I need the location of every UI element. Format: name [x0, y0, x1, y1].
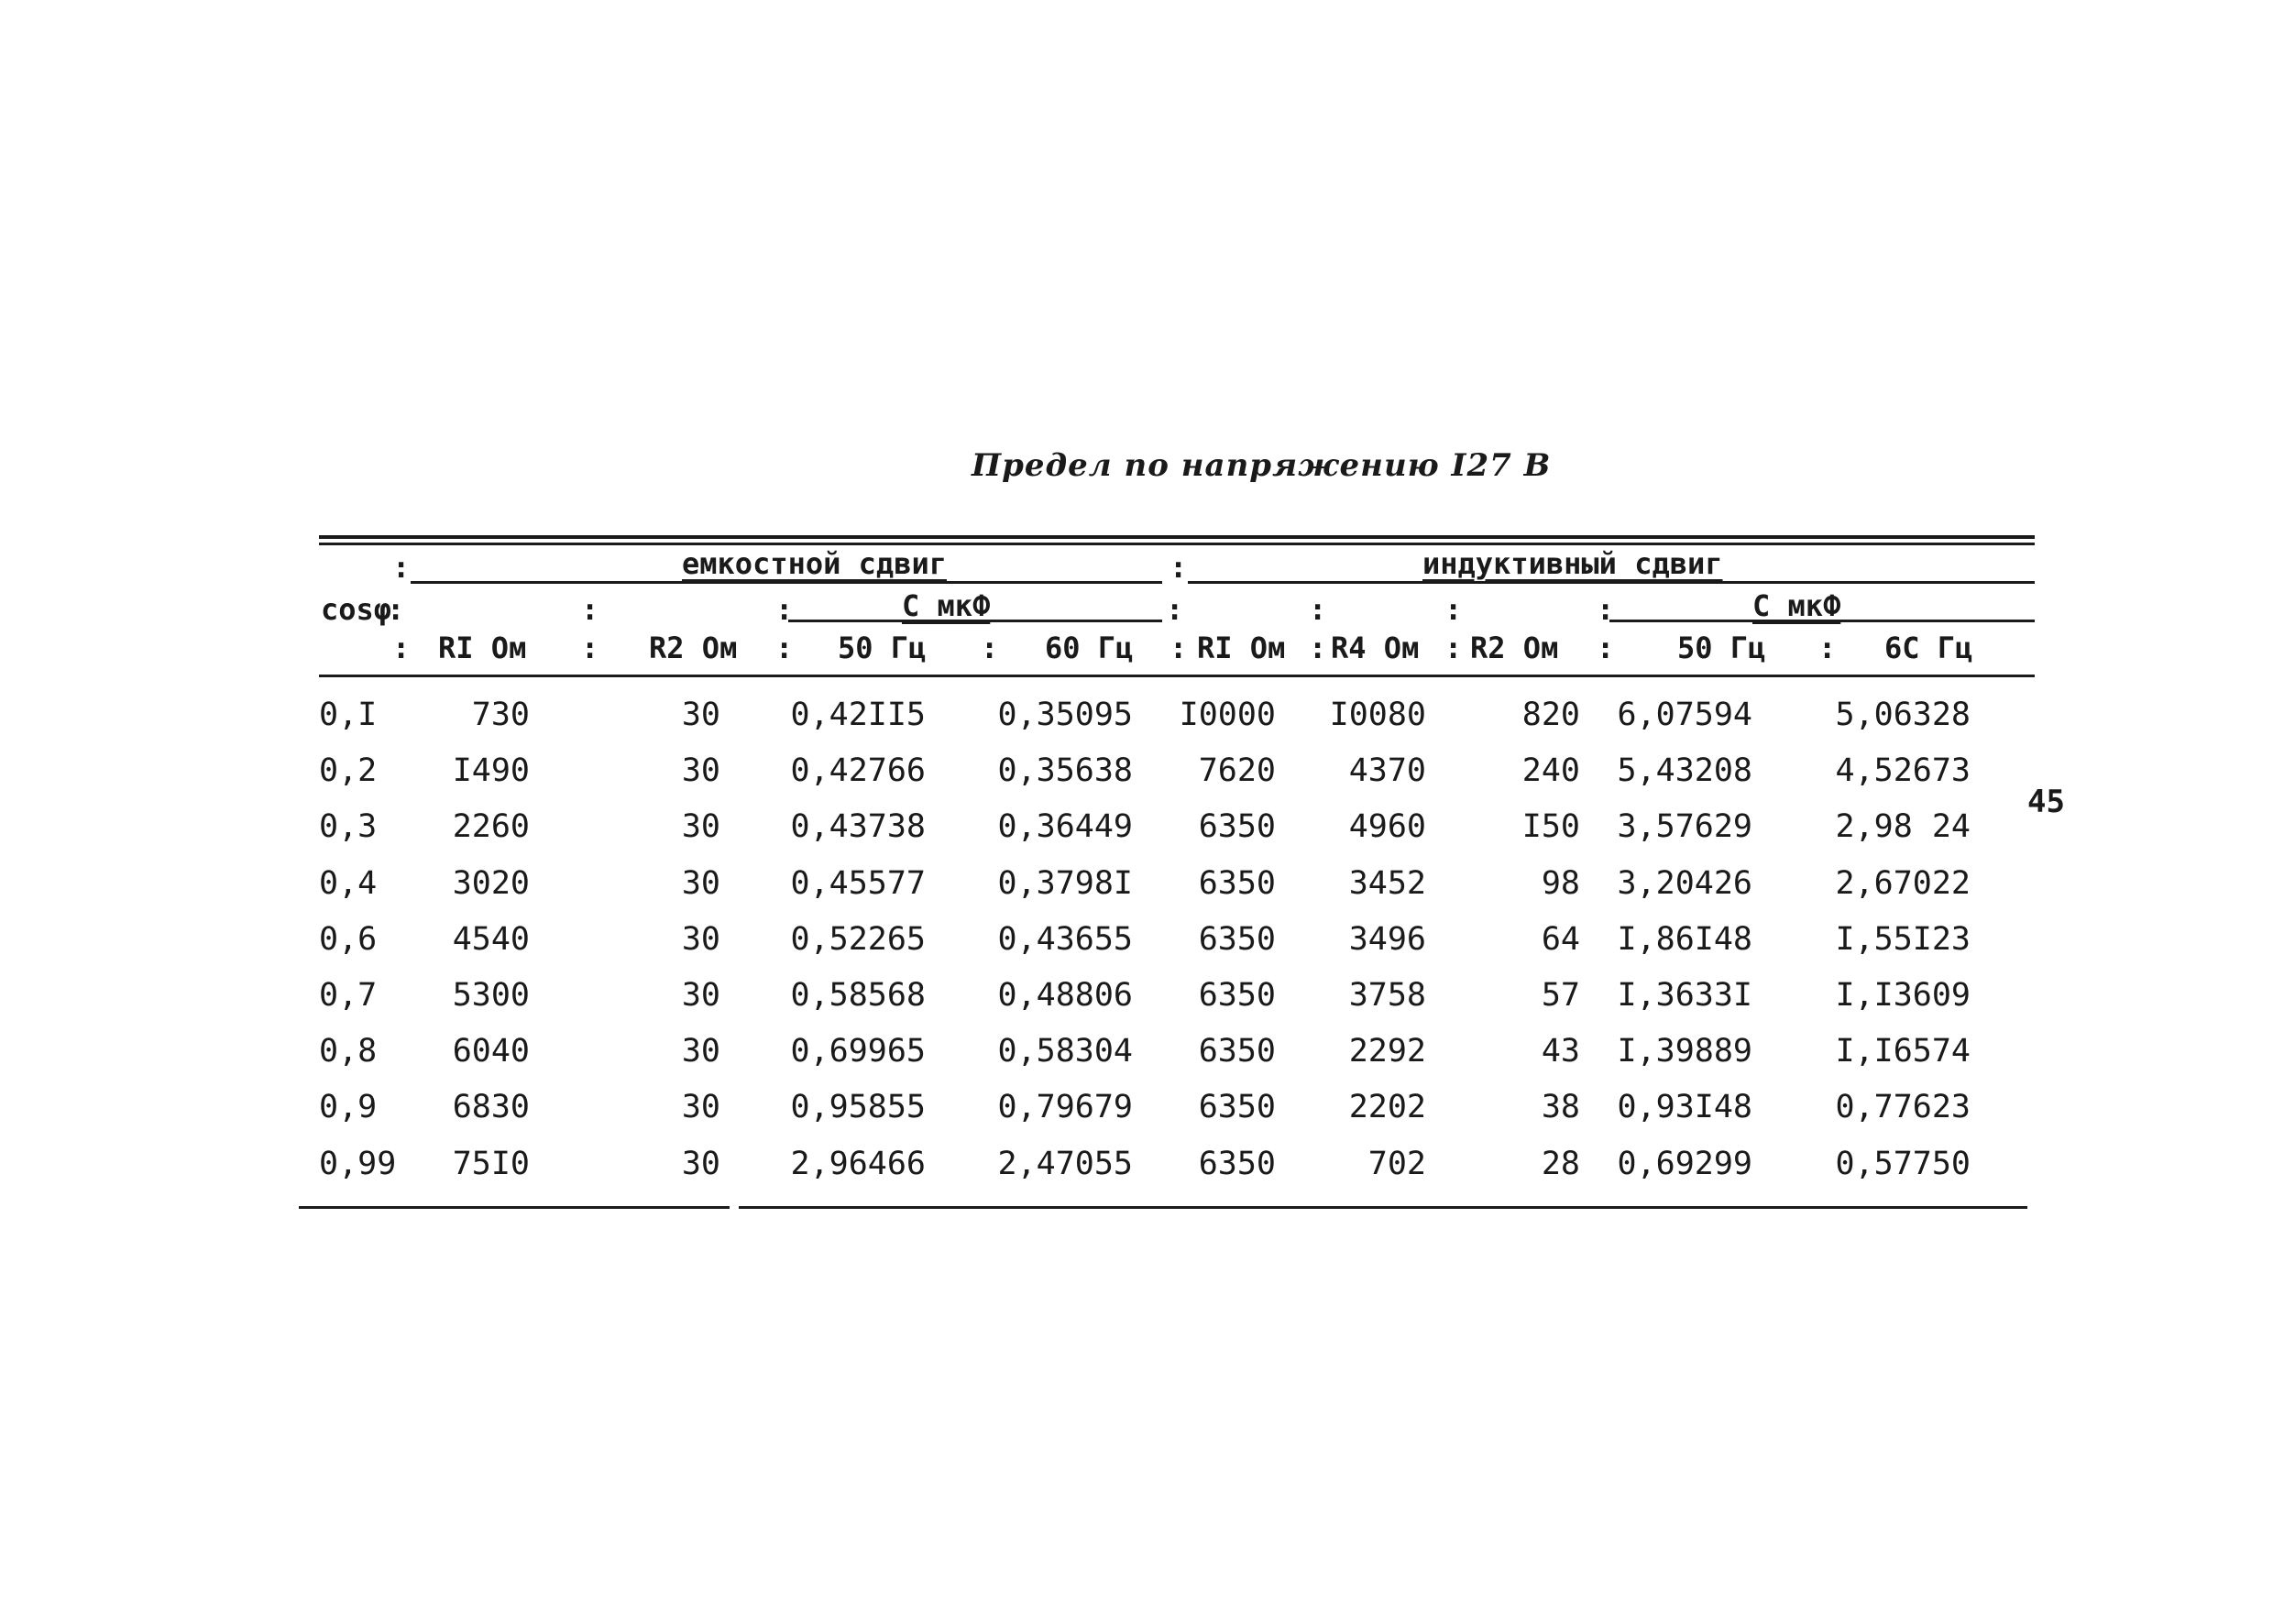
header-bottom-rule [319, 675, 2035, 677]
col-header-r1-ind: RI Ом [1197, 631, 1286, 665]
cell-c60-cap: 0,58304 [997, 1033, 1133, 1070]
cell-c50-cap: 0,45577 [790, 864, 926, 902]
header-colon: : [1597, 592, 1615, 627]
capacitance-label-ind: С мкФ [1752, 588, 1841, 623]
cell-r1-ind: 6350 [1198, 920, 1276, 958]
cell-cos-phi: 0,3 [319, 808, 378, 846]
cell-c60-ind: 0,77623 [1835, 1089, 1971, 1126]
cell-r1-cap: I490 [452, 752, 530, 790]
cell-r1-cap: 75I0 [452, 1145, 530, 1182]
cell-c60-ind: 0,57750 [1835, 1145, 1971, 1182]
cell-r2-cap: 30 [681, 1145, 720, 1182]
cell-r2-cap: 30 [681, 864, 720, 902]
col-header-60hz-cap: 60 Гц [1045, 631, 1134, 665]
cell-c60-ind: 2,67022 [1835, 864, 1971, 902]
cell-r1-ind: 6350 [1198, 1145, 1276, 1182]
header-colon: : [775, 631, 794, 665]
header-colon: : [1166, 592, 1184, 627]
cell-c60-cap: 0,35095 [997, 697, 1133, 733]
cell-c50-cap: 0,42766 [790, 752, 926, 790]
cell-c50-cap: 0,43738 [790, 808, 926, 846]
cell-c60-ind: I,I3609 [1835, 977, 1971, 1014]
cell-c60-cap: 0,48806 [997, 977, 1133, 1014]
group-capacitive-rule [411, 581, 1162, 584]
header-colon: : [581, 631, 599, 665]
header-colon: : [775, 592, 794, 627]
cell-r2-cap: 30 [681, 1033, 720, 1070]
cell-r1-cap: 730 [471, 697, 530, 733]
cell-c60-cap: 2,47055 [997, 1145, 1133, 1182]
cell-r2-cap: 30 [681, 977, 720, 1014]
cell-cos-phi: 0,99 [319, 1145, 397, 1182]
cell-c50-cap: 0,69965 [790, 1033, 926, 1070]
cell-cos-phi: 0,4 [319, 864, 378, 902]
cell-r1-cap: 3020 [452, 864, 530, 902]
group-capacitive-label: емкостной сдвиг [682, 546, 947, 581]
cell-c50-cap: 0,42II5 [790, 697, 926, 733]
cell-r2-cap: 30 [681, 1089, 720, 1126]
header-colon: : [1818, 631, 1837, 665]
cell-r1-cap: 6830 [452, 1089, 530, 1126]
top-rule [319, 535, 2035, 539]
cell-c60-cap: 0,79679 [997, 1089, 1133, 1126]
cell-c50-ind: 6,07594 [1617, 697, 1752, 733]
cell-r4-ind: 4370 [1348, 752, 1426, 790]
cell-r2-ind: 240 [1521, 752, 1580, 790]
cell-c60-ind: 4,52673 [1835, 752, 1971, 790]
cell-c50-cap: 0,58568 [790, 977, 926, 1014]
cell-r1-ind: 6350 [1198, 1089, 1276, 1126]
cell-c50-cap: 2,96466 [790, 1145, 926, 1182]
cell-r2-ind: 98 [1541, 864, 1580, 902]
cell-r4-ind: 2292 [1348, 1033, 1426, 1070]
cell-c60-ind: I,55I23 [1835, 920, 1971, 958]
header-colon: : [1169, 631, 1188, 665]
cell-r2-cap: 30 [681, 752, 720, 790]
cell-r2-ind: 820 [1521, 697, 1580, 733]
col-header-50hz-cap: 50 Гц [838, 631, 927, 665]
bottom-rule-right [739, 1206, 2027, 1209]
cell-r4-ind: 2202 [1348, 1089, 1426, 1126]
col-header-r2-cap: R2 Ом [649, 631, 738, 665]
cell-c60-cap: 0,43655 [997, 920, 1133, 958]
cell-cos-phi: 0,6 [319, 920, 378, 958]
cell-r2-cap: 30 [681, 920, 720, 958]
cell-r2-ind: 28 [1541, 1145, 1580, 1182]
capacitance-label-cap: С мкФ [902, 588, 991, 623]
cell-c50-cap: 0,52265 [790, 920, 926, 958]
header-colon: : [1444, 631, 1463, 665]
cell-r1-ind: 6350 [1198, 1033, 1276, 1070]
cell-r2-ind: 38 [1541, 1089, 1580, 1126]
cell-cos-phi: 0,I [319, 697, 378, 733]
cell-r2-ind: I50 [1521, 808, 1580, 846]
cos-phi-label: cosφ [321, 592, 392, 627]
header-colon: : [392, 550, 411, 585]
cell-r1-cap: 6040 [452, 1033, 530, 1070]
group-inductive-label: индуктивный сдвиг [1422, 546, 1723, 581]
col-header-60hz-ind: 6С Гц [1884, 631, 1973, 665]
cell-c60-cap: 0,35638 [997, 752, 1133, 790]
group-inductive-rule [1188, 581, 2035, 584]
cell-r1-ind: I0000 [1179, 697, 1276, 733]
cell-r1-ind: 6350 [1198, 977, 1276, 1014]
cell-r2-ind: 57 [1541, 977, 1580, 1014]
cell-r4-ind: I0080 [1329, 697, 1426, 733]
cell-r2-ind: 64 [1541, 920, 1580, 958]
cell-r4-ind: 3758 [1348, 977, 1426, 1014]
header-colon: : [387, 592, 405, 627]
page-mark: 45 [2027, 784, 2065, 820]
cell-r1-ind: 6350 [1198, 808, 1276, 846]
header-colon: : [581, 592, 599, 627]
cell-c50-ind: 5,43208 [1617, 752, 1752, 790]
col-header-r1-cap: RI Ом [438, 631, 527, 665]
cell-r2-cap: 30 [681, 697, 720, 733]
cell-r4-ind: 3452 [1348, 864, 1426, 902]
cell-c50-ind: I,3633I [1617, 977, 1752, 1014]
header-colon: : [1309, 631, 1327, 665]
col-header-r4-ind: R4 Ом [1331, 631, 1420, 665]
cell-cos-phi: 0,7 [319, 977, 378, 1014]
cell-c50-ind: I,39889 [1617, 1033, 1752, 1070]
header-colon: : [392, 631, 411, 665]
col-header-r2-ind: R2 Ом [1470, 631, 1559, 665]
top-rule-2 [319, 543, 2035, 545]
capacitance-rule-ind [1609, 620, 2035, 622]
cell-r2-cap: 30 [681, 808, 720, 846]
cell-cos-phi: 0,8 [319, 1033, 378, 1070]
cell-c60-ind: I,I6574 [1835, 1033, 1971, 1070]
cell-r4-ind: 702 [1367, 1145, 1426, 1182]
header-colon: : [1169, 550, 1188, 585]
header-colon: : [1597, 631, 1615, 665]
cell-c50-ind: 0,93I48 [1617, 1089, 1752, 1126]
bottom-rule-left [299, 1206, 730, 1209]
cell-r1-ind: 7620 [1198, 752, 1276, 790]
header-colon: : [1309, 592, 1327, 627]
cell-c50-ind: 3,20426 [1617, 864, 1752, 902]
cell-c60-ind: 5,06328 [1835, 697, 1971, 733]
cell-cos-phi: 0,2 [319, 752, 378, 790]
cell-cos-phi: 0,9 [319, 1089, 378, 1126]
cell-c60-cap: 0,36449 [997, 808, 1133, 846]
cell-r2-ind: 43 [1541, 1033, 1580, 1070]
cell-c50-ind: 3,57629 [1617, 808, 1752, 846]
cell-r1-cap: 2260 [452, 808, 530, 846]
cell-c60-ind: 2,98 24 [1835, 808, 1971, 846]
header-colon: : [981, 631, 999, 665]
cell-c60-cap: 0,3798I [997, 864, 1133, 902]
cell-r1-cap: 4540 [452, 920, 530, 958]
table-title: Предел по напряжению I27 В [972, 447, 1552, 484]
cell-r4-ind: 4960 [1348, 808, 1426, 846]
cell-c50-ind: I,86I48 [1617, 920, 1752, 958]
cell-r1-cap: 5300 [452, 977, 530, 1014]
cell-r4-ind: 3496 [1348, 920, 1426, 958]
cell-c50-ind: 0,69299 [1617, 1145, 1752, 1182]
capacitance-rule-cap [788, 620, 1162, 622]
cell-r1-ind: 6350 [1198, 864, 1276, 902]
col-header-50hz-ind: 50 Гц [1677, 631, 1766, 665]
header-colon: : [1444, 592, 1463, 627]
cell-c50-cap: 0,95855 [790, 1089, 926, 1126]
